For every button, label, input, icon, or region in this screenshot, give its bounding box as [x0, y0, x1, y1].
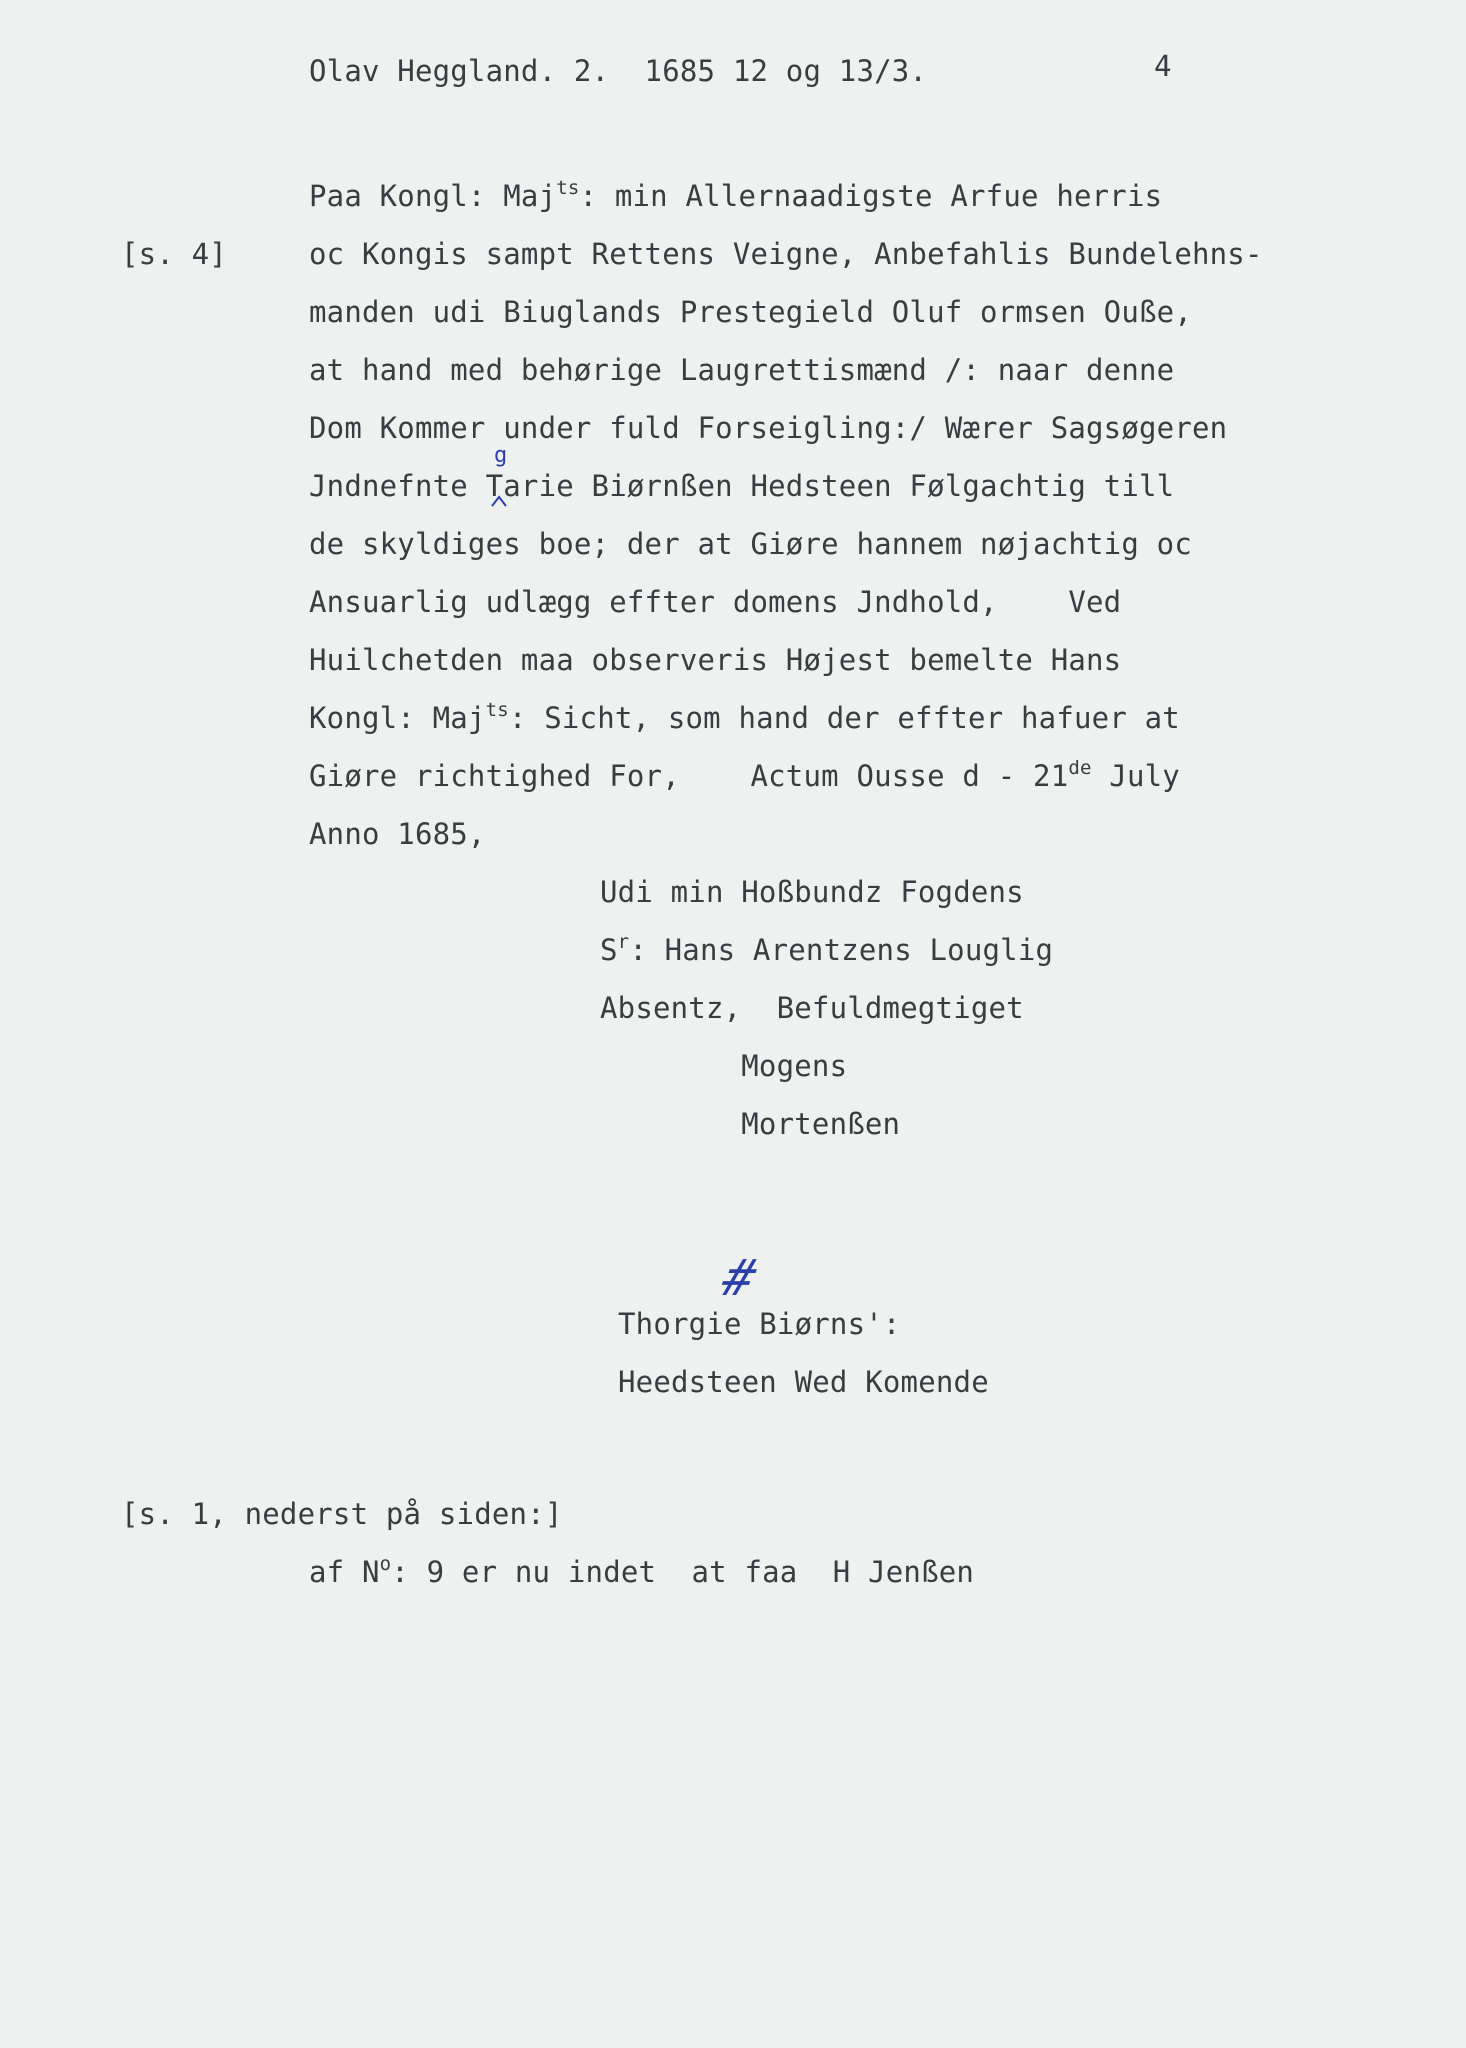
signature-line: Mogens [600, 1049, 848, 1083]
footer-note: [s. 1, nederst på siden:] [121, 1497, 563, 1531]
body-line: Jndnefnte Tarie Biørnßen Hedsteen Følgachtig till [309, 469, 1175, 503]
body-line: de skyldiges boe; der at Giøre hannem nøjachtig oc [309, 527, 1192, 561]
insertion-letter: g [494, 443, 508, 468]
body-line: Huilchetden maa observeris Højest bemelte Hans [309, 643, 1122, 677]
body-line: Giøre richtighed For, Actum Ousse d - 21de July [309, 757, 1180, 793]
signature-line: Absentz, Befuldmegtiget [600, 991, 1024, 1025]
margin-note: [s. 4] [121, 237, 227, 271]
body-line: Dom Kommer under fuld Forseigling:/ Wærer Sagsøgeren [309, 411, 1228, 445]
hash-mark: # [714, 1249, 764, 1307]
body-line: Kongl: Maj$^{ts}$: Sicht, som hand der effter hafuer at [309, 699, 1180, 735]
body-line: manden udi Biuglands Prestegield Oluf ormsen Ouße, [309, 295, 1192, 329]
header-title: Olav Heggland. 2. 1685 12 og 13/3. [309, 54, 928, 88]
body-line: Paa Kongl: Maj$^{ts}$: min Allernaadigste Arfue herris [309, 177, 1163, 213]
body-line: Ansuarlig udlægg effter domens Jndhold, Ved [309, 585, 1122, 619]
signature-line: Udi min Hoßbundz Fogdens [600, 875, 1024, 909]
body-line: oc Kongis sampt Rettens Veigne, Anbefahlis Bundelehns- [309, 237, 1263, 271]
footer-line: af $N^o$: 9 er nu indet at faa H Jenßen [309, 1553, 975, 1589]
caret-icon [490, 494, 508, 508]
page-number: 4 [1154, 49, 1172, 83]
closing-line: Thorgie Biørns': [618, 1307, 901, 1341]
signature-line: Mortenßen [600, 1107, 901, 1141]
signature-line: $S^r$: Hans Arentzens Louglig [600, 931, 1054, 967]
body-line: Anno 1685, [309, 817, 486, 851]
body-line: at hand med behørige Laugrettismænd /: naar denne [309, 353, 1175, 387]
closing-line: Heedsteen Wed Komende [618, 1365, 989, 1399]
